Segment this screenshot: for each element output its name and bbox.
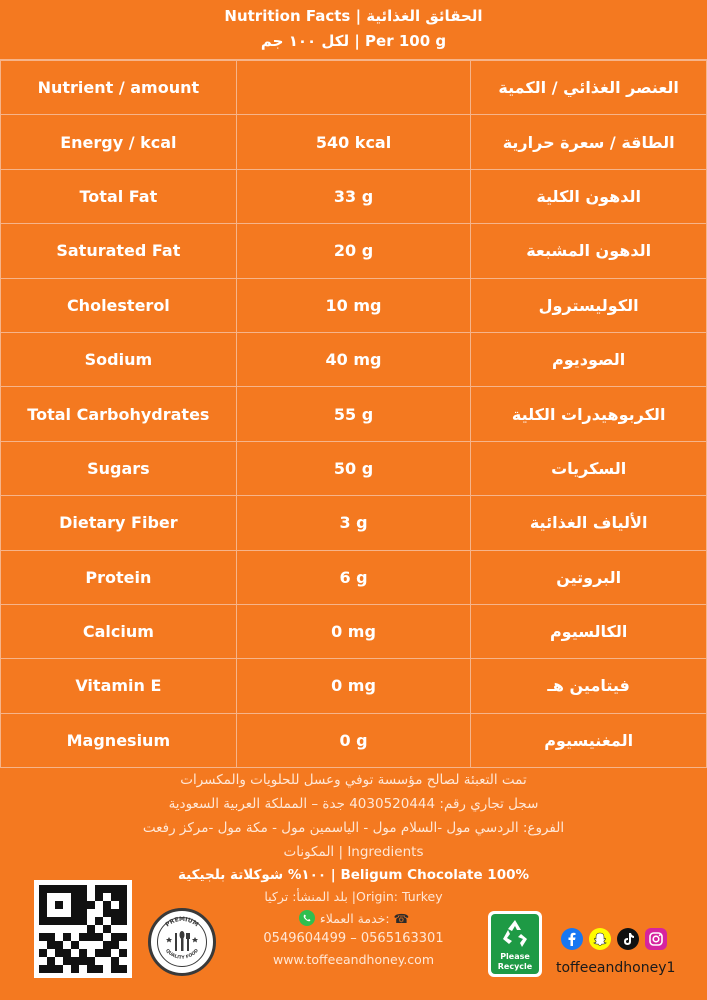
nutrient-name-ar: الصوديوم — [471, 332, 707, 386]
packed-by: تمت التعبئة لصالح مؤسسة توفي وعسل للحلويات والمكسرات — [180, 772, 527, 788]
nutrition-table — [0, 60, 707, 768]
ingredients: ١٠٠% شوكلاتة بلجيكية | Beligum Chocolate 100% — [177, 867, 530, 883]
table-header-row — [1, 61, 707, 115]
nutrient-name-en: Total Carbohydrates — [1, 387, 237, 441]
premium-quality-badge — [148, 908, 216, 976]
website-link[interactable]: www.toffeeandhoney.com — [272, 952, 435, 967]
social-handle[interactable]: toffeeandhoney1 — [556, 960, 676, 976]
nutrient-amount: 33 g — [236, 169, 471, 223]
table-row — [1, 387, 707, 441]
table-row — [1, 224, 707, 278]
snapchat-icon[interactable] — [589, 928, 611, 950]
table-row — [1, 550, 707, 604]
nutrient-name-en: Dietary Fiber — [1, 496, 237, 550]
origin: بلد المنشأ: تركيا |Origin: Turkey — [264, 889, 443, 904]
svg-text:PREMIUM — [164, 916, 199, 928]
nutrient-name-en: Calcium — [1, 604, 237, 658]
nutrient-amount: 20 g — [236, 224, 471, 278]
nutrient-name-ar: البروتين — [471, 550, 707, 604]
customer-service: خدمة العملاء: ☎ — [0, 909, 707, 930]
nutrient-name-ar: فيتامين هـ — [471, 659, 707, 713]
table-row — [1, 659, 707, 713]
nutrient-amount: 6 g — [236, 550, 471, 604]
badge-bottom-text: QUALITY FOOD — [164, 948, 200, 961]
nutrient-name-ar: الدهون الكلية — [471, 169, 707, 223]
nutrient-amount: 55 g — [236, 387, 471, 441]
nutrient-name-ar: السكريات — [471, 441, 707, 495]
table-row — [1, 713, 707, 767]
nutrient-name-en: Total Fat — [1, 169, 237, 223]
nutrient-name-en: Vitamin E — [1, 659, 237, 713]
nutrient-amount: 10 mg — [236, 278, 471, 332]
facebook-icon[interactable] — [561, 928, 583, 950]
nutrient-name-en: Cholesterol — [1, 278, 237, 332]
table-row — [1, 441, 707, 495]
instagram-icon[interactable] — [645, 928, 667, 950]
nutrient-amount: 40 mg — [236, 332, 471, 386]
nutrient-name-en: Energy / kcal — [1, 115, 237, 169]
qr-code[interactable] — [34, 880, 132, 978]
table-row — [1, 115, 707, 169]
table-row — [1, 332, 707, 386]
header-ar: العنصر الغذائي / الكمية — [471, 61, 707, 115]
nutrient-amount: 3 g — [236, 496, 471, 550]
recycle-line2: Recycle — [497, 962, 533, 971]
nutrition-title: Nutrition Facts | الحقائق الغذائية — [224, 7, 483, 25]
nutrient-amount: 0 mg — [236, 659, 471, 713]
badge-top-text: PREMIUM — [164, 915, 200, 929]
recycle-line1: Please — [500, 952, 530, 961]
nutrient-amount: 0 mg — [236, 604, 471, 658]
nutrient-amount: 50 g — [236, 441, 471, 495]
whatsapp-icon — [298, 909, 316, 930]
header-en: Nutrient / amount — [1, 61, 237, 115]
recycle-icon — [488, 911, 542, 977]
phone-numbers[interactable]: 0549604499 – 0565163301 — [263, 931, 444, 946]
nutrient-name-en: Magnesium — [1, 713, 237, 767]
table-row — [1, 604, 707, 658]
nutrient-name-ar: الكالسيوم — [471, 604, 707, 658]
nutrition-header — [0, 0, 707, 60]
nutrient-name-en: Sodium — [1, 332, 237, 386]
phone-icon: ☎ — [393, 911, 410, 926]
nutrient-name-ar: الطاقة / سعرة حرارية — [471, 115, 707, 169]
nutrient-name-en: Saturated Fat — [1, 224, 237, 278]
nutrient-name-ar: الكوليسترول — [471, 278, 707, 332]
tiktok-icon[interactable] — [617, 928, 639, 950]
per-serving: لكل ١٠٠ جم | Per 100 g — [260, 32, 447, 50]
ingredients-label: المكونات | Ingredients — [283, 844, 424, 860]
table-row — [1, 496, 707, 550]
nutrient-amount: 0 g — [236, 713, 471, 767]
nutrient-name-ar: الألياف الغذائية — [471, 496, 707, 550]
nutrient-name-ar: الكربوهيدرات الكلية — [471, 387, 707, 441]
nutrient-name-en: Sugars — [1, 441, 237, 495]
header-amount — [236, 61, 471, 115]
commercial-register: سجل تجاري رقم: 4030520444 جدة – المملكة العربية السعودية — [168, 796, 539, 812]
nutrient-name-ar: الدهون المشبعة — [471, 224, 707, 278]
table-row — [1, 278, 707, 332]
table-row — [1, 169, 707, 223]
nutrient-amount: 540 kcal — [236, 115, 471, 169]
nutrient-name-en: Protein — [1, 550, 237, 604]
nutrient-name-ar: المغنيسيوم — [471, 713, 707, 767]
branches: الفروع: الردسي مول -السلام مول - الياسمين مول - مكة مول -مركز رفعت — [142, 820, 565, 836]
